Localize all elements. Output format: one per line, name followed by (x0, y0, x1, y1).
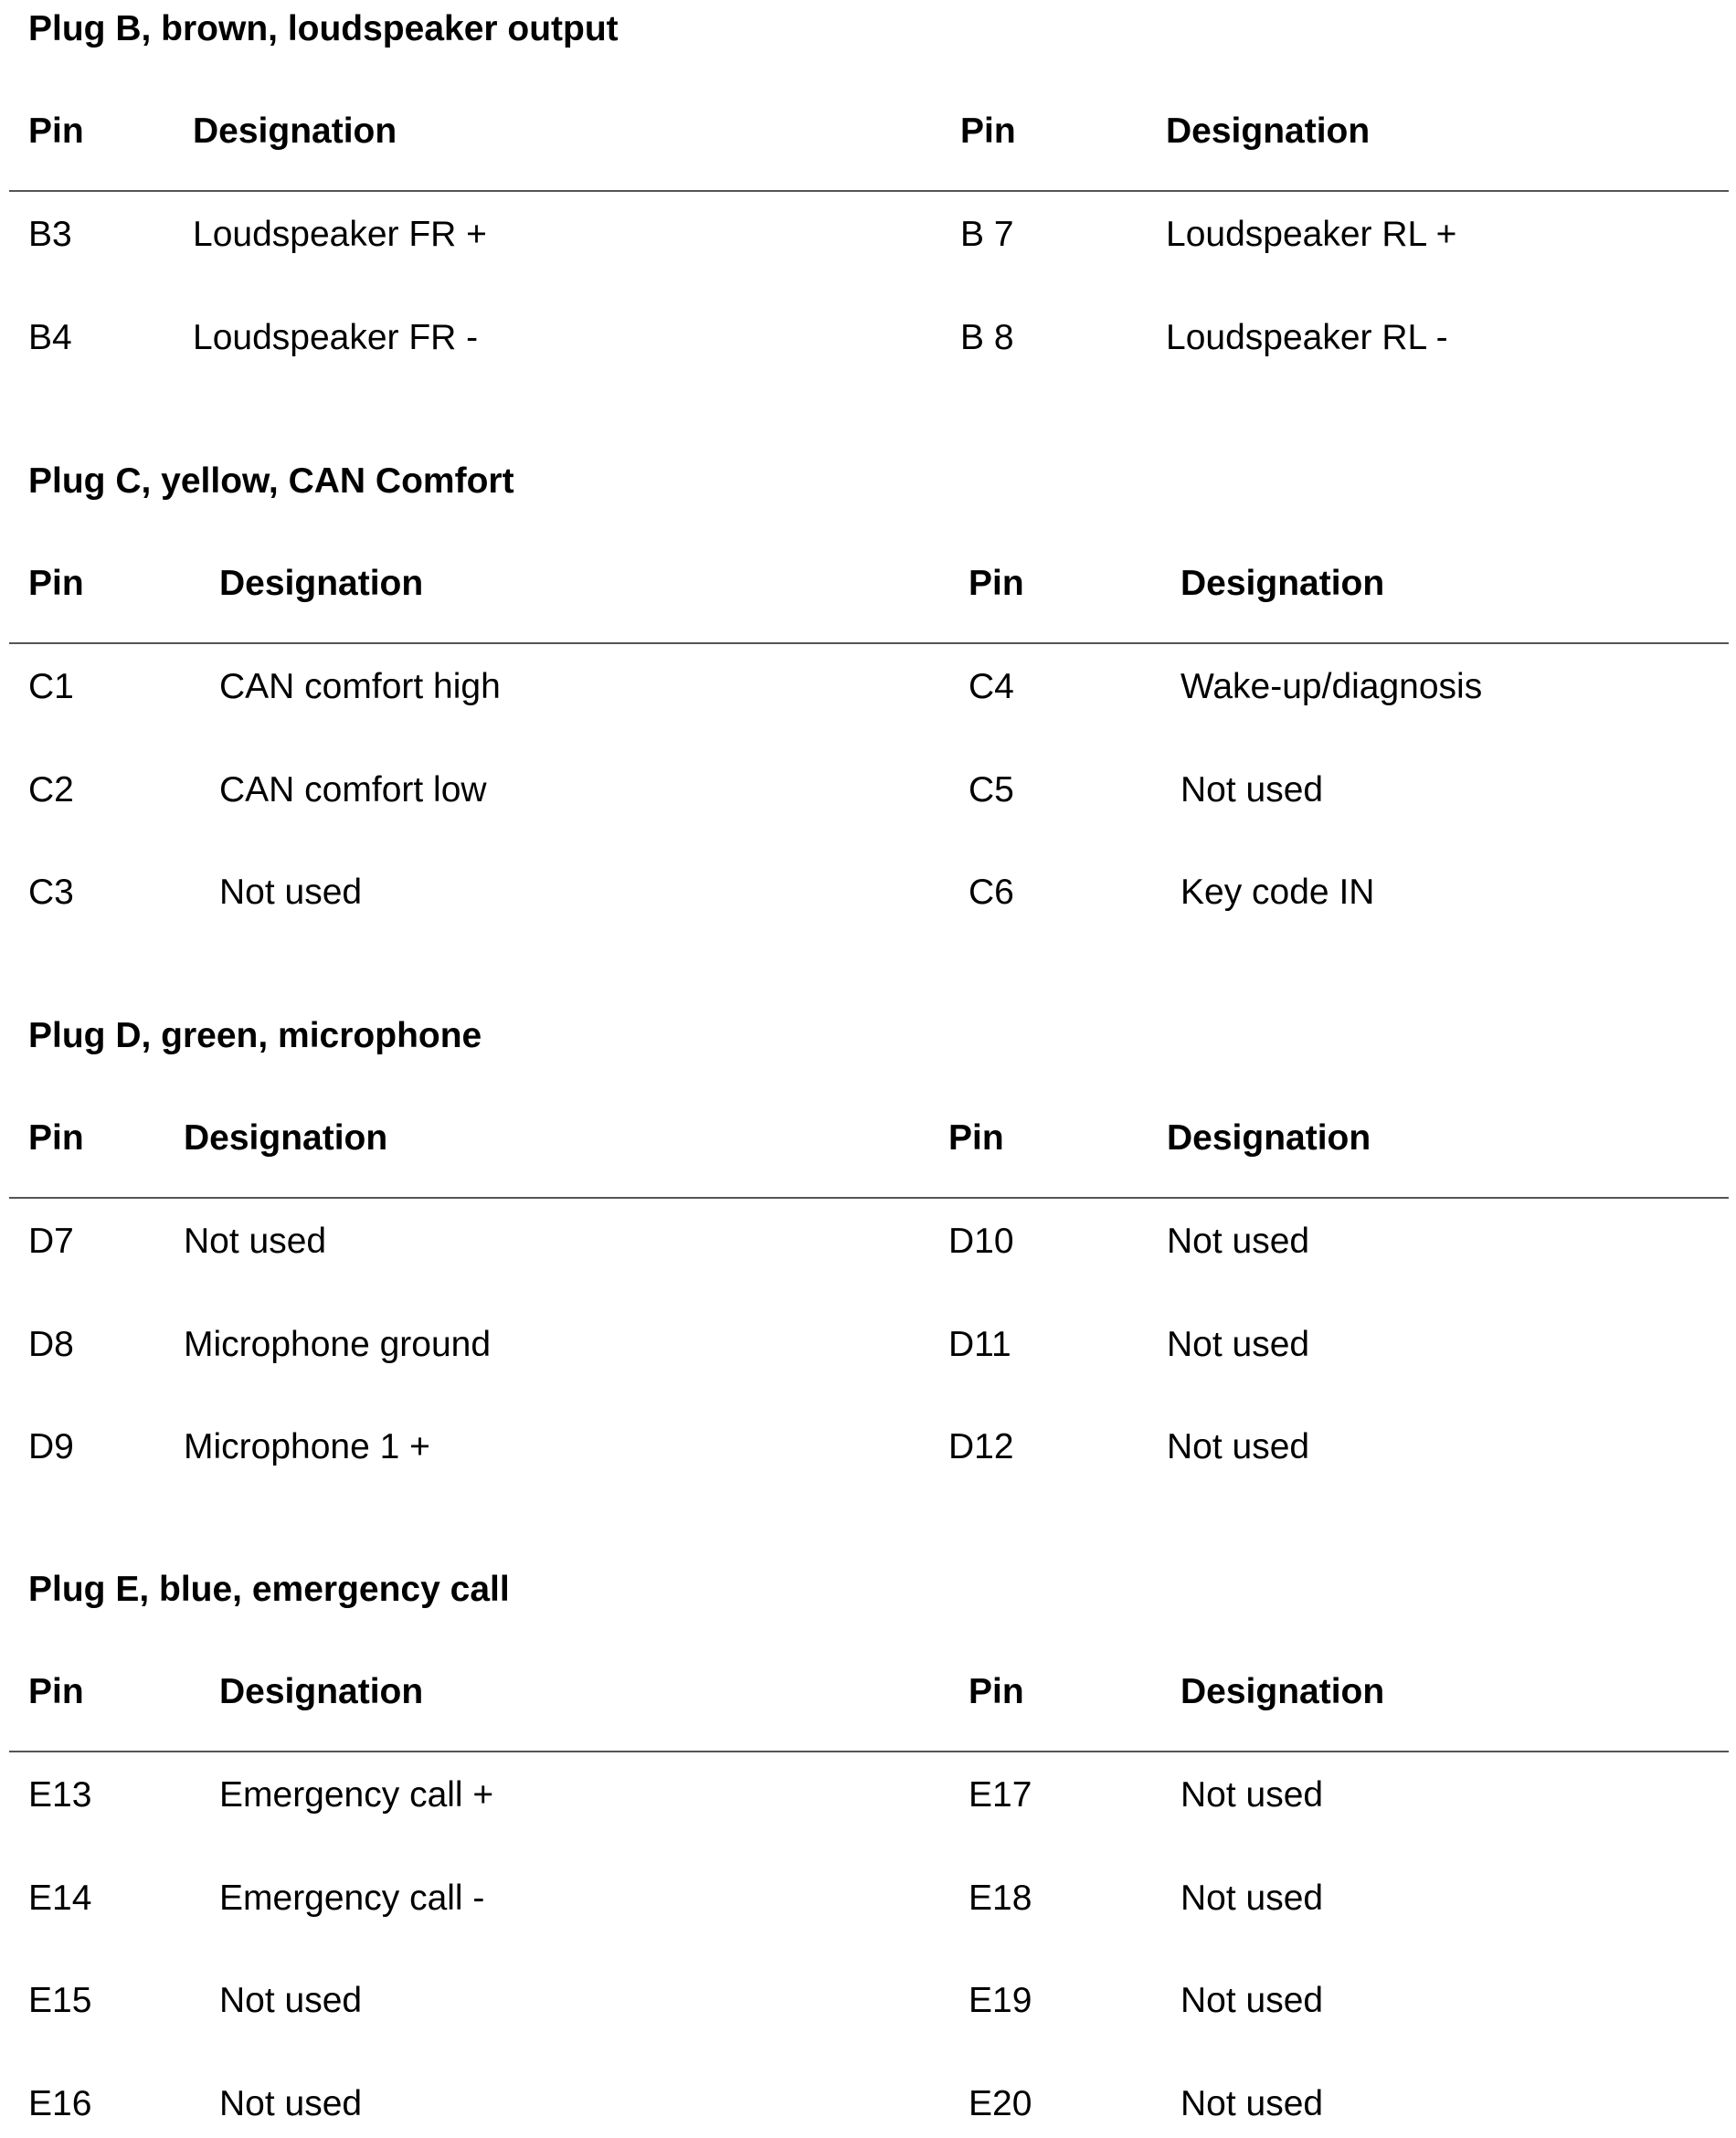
table-cell-pin: D11 (948, 1325, 1011, 1364)
header-designation-left: Designation (219, 1672, 424, 1711)
table-cell-pin: C1 (28, 667, 74, 706)
header-pin-right: Pin (969, 1672, 1024, 1711)
section-title: Plug C, yellow, CAN Comfort (28, 461, 514, 501)
header-rule (9, 1197, 1729, 1199)
table-cell-designation: Not used (1167, 1325, 1310, 1364)
table-cell-designation: Not used (1180, 1981, 1324, 2020)
table-cell-pin: B3 (28, 215, 72, 254)
table-cell-pin: E18 (969, 1879, 1032, 1918)
header-designation-right: Designation (1166, 111, 1371, 151)
table-cell-designation: Loudspeaker RL - (1166, 318, 1448, 357)
table-cell-designation: Not used (1180, 2084, 1324, 2123)
table-cell-pin: D7 (28, 1222, 74, 1261)
header-rule (9, 1751, 1729, 1752)
table-cell-pin: E16 (28, 2084, 92, 2123)
table-cell-pin: C6 (969, 873, 1014, 912)
table-cell-pin: C2 (28, 770, 74, 810)
table-cell-designation: Not used (219, 2084, 363, 2123)
table-cell-designation: CAN comfort low (219, 770, 487, 810)
header-pin-right: Pin (969, 564, 1024, 603)
table-cell-designation: Emergency call - (219, 1879, 485, 1918)
table-cell-pin: E15 (28, 1981, 92, 2020)
table-cell-pin: B 7 (960, 215, 1014, 254)
header-pin-right: Pin (960, 111, 1016, 151)
header-designation-right: Designation (1180, 1672, 1385, 1711)
table-cell-pin: B4 (28, 318, 72, 357)
table-cell-designation: Not used (1180, 1879, 1324, 1918)
table-cell-pin: C5 (969, 770, 1014, 810)
header-pin-left: Pin (28, 1118, 84, 1158)
table-cell-designation: Wake-up/diagnosis (1180, 667, 1483, 706)
table-cell-designation: Not used (219, 1981, 363, 2020)
table-cell-designation: Loudspeaker FR - (193, 318, 479, 357)
table-cell-designation: Loudspeaker RL + (1166, 215, 1457, 254)
section-title: Plug B, brown, loudspeaker output (28, 9, 619, 48)
header-pin-left: Pin (28, 564, 84, 603)
table-cell-designation: Not used (184, 1222, 327, 1261)
header-designation-left: Designation (219, 564, 424, 603)
table-cell-designation: Key code IN (1180, 873, 1375, 912)
header-designation-right: Designation (1180, 564, 1385, 603)
table-cell-pin: D10 (948, 1222, 1014, 1261)
table-cell-designation: Not used (1167, 1222, 1310, 1261)
table-cell-designation: Loudspeaker FR + (193, 215, 487, 254)
table-cell-pin: E13 (28, 1775, 92, 1815)
table-cell-pin: E20 (969, 2084, 1032, 2123)
table-cell-designation: Not used (1167, 1427, 1310, 1466)
header-designation-left: Designation (184, 1118, 388, 1158)
header-designation-left: Designation (193, 111, 397, 151)
section-title: Plug E, blue, emergency call (28, 1570, 510, 1609)
table-cell-designation: Not used (1180, 770, 1324, 810)
header-designation-right: Designation (1167, 1118, 1371, 1158)
section-title: Plug D, green, microphone (28, 1016, 482, 1055)
table-cell-pin: E17 (969, 1775, 1032, 1815)
header-pin-left: Pin (28, 111, 84, 151)
table-cell-designation: Not used (219, 873, 363, 912)
table-cell-pin: E14 (28, 1879, 92, 1918)
table-cell-pin: D8 (28, 1325, 74, 1364)
table-cell-designation: Not used (1180, 1775, 1324, 1815)
table-cell-pin: D12 (948, 1427, 1014, 1466)
table-cell-pin: B 8 (960, 318, 1014, 357)
table-cell-pin: E19 (969, 1981, 1032, 2020)
table-cell-designation: Microphone ground (184, 1325, 492, 1364)
table-cell-designation: Microphone 1 + (184, 1427, 430, 1466)
header-pin-right: Pin (948, 1118, 1004, 1158)
table-cell-designation: Emergency call + (219, 1775, 494, 1815)
table-cell-pin: C3 (28, 873, 74, 912)
header-rule (9, 190, 1729, 192)
header-pin-left: Pin (28, 1672, 84, 1711)
table-cell-pin: C4 (969, 667, 1014, 706)
header-rule (9, 642, 1729, 644)
table-cell-pin: D9 (28, 1427, 74, 1466)
table-cell-designation: CAN comfort high (219, 667, 501, 706)
